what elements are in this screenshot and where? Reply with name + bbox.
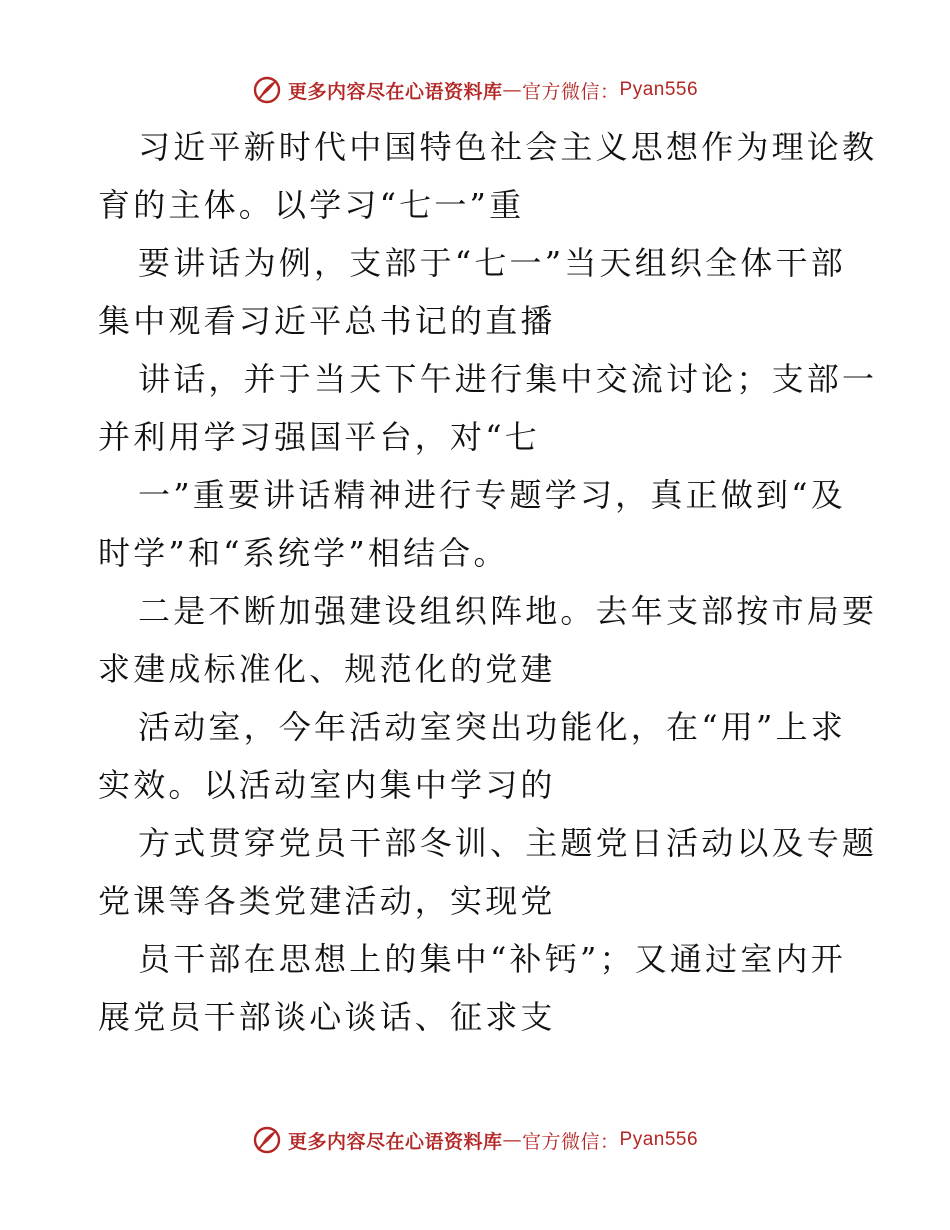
- paragraph: [98, 814, 878, 930]
- paragraph: [98, 234, 858, 350]
- text-line: 实效。以活动室内集中学习的: [98, 766, 556, 804]
- text-line: 二是不断加强建设组织阵地。去年支部按市局要: [138, 592, 878, 630]
- header-banner: [0, 70, 950, 110]
- footer-banner: [0, 1120, 950, 1160]
- paragraph: [98, 582, 878, 698]
- text-line: 要讲话为例，支部于“七一”当天组织全体干部: [138, 244, 846, 282]
- text-line: 时学”和“系统学”相结合。: [98, 534, 509, 572]
- paragraph: [98, 118, 878, 234]
- header-wechat-label: 官方微信: [521, 80, 600, 103]
- paragraph: [98, 930, 858, 1046]
- text-line: 求建成标准化、规范化的党建: [98, 650, 556, 688]
- text-line: 育的主体。以学习“七一”重: [98, 186, 525, 224]
- paragraph: [98, 350, 878, 466]
- footer-wechat-label: 官方微信: [521, 1130, 600, 1153]
- document-body: [98, 118, 878, 1046]
- paragraph: [98, 466, 858, 582]
- footer-wechat-id: Pyan556: [619, 1129, 699, 1150]
- header-wechat-id: Pyan556: [619, 79, 699, 100]
- footer-dash: —: [502, 1129, 522, 1151]
- header-dash: —: [502, 79, 522, 101]
- text-line: 党课等各类党建活动，实现党: [98, 882, 556, 920]
- footer-brand: 更多内容尽在心语资料库: [287, 1130, 503, 1153]
- text-line: 习近平新时代中国特色社会主义思想作为理论教: [138, 128, 878, 166]
- paragraph: [98, 698, 858, 814]
- quill-logo-icon: [252, 75, 282, 105]
- text-line: 并利用学习强国平台，对“七: [98, 418, 540, 456]
- text-line: 一”重要讲话精神进行专题学习，真正做到“及: [138, 476, 846, 514]
- header-brand: 更多内容尽在心语资料库: [287, 80, 503, 103]
- footer-separator: ：: [600, 1130, 620, 1153]
- header-separator: ：: [600, 80, 620, 103]
- text-line: 展党员干部谈心谈话、征求支: [98, 998, 556, 1036]
- quill-logo-icon: [252, 1125, 282, 1155]
- text-line: 员干部在思想上的集中“补钙”；又通过室内开: [138, 940, 846, 978]
- text-line: 讲话，并于当天下午进行集中交流讨论；支部一: [138, 360, 878, 398]
- text-line: 集中观看习近平总书记的直播: [98, 302, 556, 340]
- text-line: 活动室，今年活动室突出功能化，在“用”上求: [138, 708, 846, 746]
- text-line: 方式贯穿党员干部冬训、主题党日活动以及专题: [138, 824, 878, 862]
